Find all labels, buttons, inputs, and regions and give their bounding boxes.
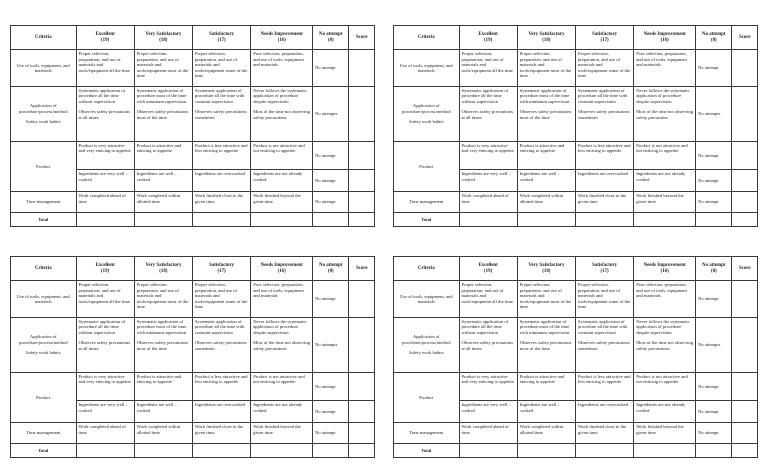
cell-no-attempt: No attempt xyxy=(313,423,349,443)
cell-very-satisfactory: Work completed within allotted time xyxy=(134,192,192,212)
cell-score[interactable] xyxy=(732,141,758,169)
cell-very-satisfactory xyxy=(517,317,575,372)
row-application xyxy=(394,317,758,372)
cell-excellent: Product is very attractive and very enticing to appetite xyxy=(76,372,134,400)
cell-no-attempt: No attempt xyxy=(313,372,349,400)
cell-score[interactable] xyxy=(732,281,758,318)
cell-excellent: Work completed ahead of time xyxy=(76,423,134,443)
row-time xyxy=(394,423,758,443)
cell-needs-improvement: Poor selection, preparation, and use of tools, equipment and materials xyxy=(634,50,696,87)
cell-needs-improvement: Ingredients are not already cooked xyxy=(634,170,696,192)
cell-satisfactory: Ingredients are overcooked xyxy=(192,401,250,423)
cell-very-satisfactory: Proper selection, preparation, and use of materials and tools/equipment most of the time xyxy=(517,281,575,318)
row-application xyxy=(11,317,375,372)
header-very-satisfactory: Very Satisfactory (18) xyxy=(134,257,192,281)
cell-needs-improvement xyxy=(634,317,696,372)
cell-very-satisfactory: Proper selection, preparation, and use of materials and tools/equipment most of the time xyxy=(517,50,575,87)
cell-very-satisfactory: Ingredients are well – cooked xyxy=(134,401,192,423)
header-score: Score xyxy=(349,257,375,281)
total-very-satisfactory xyxy=(134,443,192,457)
row-application xyxy=(394,86,758,141)
header-excellent: Excellent (19) xyxy=(459,26,517,50)
cell-text-safety: Observes safety precautions at all times xyxy=(78,340,131,351)
cell-needs-improvement: Product is not attractive and not enticing to appetite xyxy=(634,372,696,400)
rubric-table-top-left xyxy=(10,25,375,227)
cell-score[interactable] xyxy=(349,423,375,443)
row-product-appeal xyxy=(11,141,375,169)
cell-score[interactable] xyxy=(732,372,758,400)
cell-excellent xyxy=(459,86,517,141)
cell-needs-improvement: Work finished beyond the given time xyxy=(634,192,696,212)
cell-satisfactory xyxy=(575,86,633,141)
row-tools xyxy=(11,50,375,87)
criteria-application xyxy=(11,317,77,372)
header-criteria: Criteria xyxy=(394,257,460,281)
cell-text-safety: Observes safety precautions at all times xyxy=(461,109,514,120)
cell-satisfactory: Work finished close to the given time xyxy=(192,423,250,443)
cell-text: Systematic application of procedure most of the time with minimum supervision xyxy=(136,318,187,335)
cell-satisfactory: Work finished close to the given time xyxy=(575,192,633,212)
cell-satisfactory xyxy=(192,86,250,141)
header-needs-improvement: Needs Improvement (16) xyxy=(251,257,313,281)
cell-excellent: Ingredients are very well – cooked xyxy=(459,170,517,192)
cell-score[interactable] xyxy=(732,317,758,372)
cell-satisfactory xyxy=(575,317,633,372)
cell-satisfactory: Product is less attractive and less enticing to appetite xyxy=(192,141,250,169)
total-very-satisfactory xyxy=(517,212,575,226)
cell-no-attempt: No attempts xyxy=(696,86,732,141)
cell-very-satisfactory: Product is attractive and enticing to appetite xyxy=(134,141,192,169)
cell-needs-improvement: Work finished beyond the given time xyxy=(251,192,313,212)
header-criteria: Criteria xyxy=(394,26,460,50)
cell-needs-improvement: Ingredients are not already cooked xyxy=(251,401,313,423)
cell-text-safety: Observes safety precautions most of the time xyxy=(519,109,572,120)
header-satisfactory: Satisfactory (17) xyxy=(192,257,250,281)
cell-very-satisfactory: Product is attractive and enticing to appetite xyxy=(134,372,192,400)
criteria-application xyxy=(394,317,460,372)
header-very-satisfactory: Very Satisfactory (18) xyxy=(134,26,192,50)
header-criteria: Criteria xyxy=(11,26,77,50)
cell-no-attempt: No attempt xyxy=(696,281,732,318)
cell-text-safety: Observes safety precautions sometimes xyxy=(577,340,630,351)
cell-excellent: Work completed ahead of time xyxy=(459,423,517,443)
cell-score[interactable] xyxy=(732,401,758,423)
cell-text: Systematic application of procedure most of the time with minimum supervision xyxy=(519,318,570,335)
cell-excellent: Proper selection, preparation, and use of materials and tools/equipment all the time xyxy=(76,281,134,318)
row-total xyxy=(11,443,375,457)
cell-text: Systematic application of procedure all the time with constant supervision xyxy=(194,318,245,335)
cell-score[interactable] xyxy=(349,401,375,423)
criteria-product: Product xyxy=(11,372,77,423)
header-score: Score xyxy=(349,26,375,50)
cell-text: Systematic application of procedure all the time without supervision xyxy=(461,87,509,104)
cell-excellent: Ingredients are very well – cooked xyxy=(459,401,517,423)
row-application xyxy=(11,86,375,141)
cell-needs-improvement: Ingredients are not already cooked xyxy=(634,401,696,423)
cell-needs-improvement: Work finished beyond the given time xyxy=(251,423,313,443)
row-time xyxy=(394,192,758,212)
cell-excellent: Work completed ahead of time xyxy=(76,192,134,212)
total-no-attempt xyxy=(696,443,732,457)
cell-excellent: Work completed ahead of time xyxy=(459,192,517,212)
cell-needs-improvement xyxy=(251,317,313,372)
total-no-attempt xyxy=(696,212,732,226)
total-satisfactory xyxy=(575,212,633,226)
cell-excellent: Product is very attractive and very enticing to appetite xyxy=(459,372,517,400)
cell-text: Never follows the systematic application of procedure despite supervision xyxy=(636,87,690,104)
cell-excellent: Ingredients are very well – cooked xyxy=(76,170,134,192)
cell-no-attempt: No attempts xyxy=(696,317,732,372)
cell-needs-improvement: Work finished beyond the given time xyxy=(634,423,696,443)
total-satisfactory xyxy=(192,443,250,457)
cell-score[interactable] xyxy=(732,423,758,443)
cell-text-safety: Observes safety precautions sometimes xyxy=(194,109,247,120)
header-row xyxy=(11,26,375,50)
rubric-table xyxy=(393,25,758,227)
header-score: Score xyxy=(732,257,758,281)
criteria-time: Time management xyxy=(11,423,77,443)
cell-no-attempt: No attempt xyxy=(313,141,349,169)
rubric-table xyxy=(10,25,375,227)
cell-text: Systematic application of procedure all the time with constant supervision xyxy=(194,87,245,104)
total-satisfactory xyxy=(575,443,633,457)
cell-score[interactable] xyxy=(732,192,758,212)
header-excellent: Excellent (19) xyxy=(459,257,517,281)
criteria-safety-label: Safety work habits xyxy=(409,119,444,124)
cell-score[interactable] xyxy=(349,372,375,400)
cell-text: Never follows the systematic application of procedure despite supervision xyxy=(636,318,690,335)
cell-very-satisfactory: Work completed within allotted time xyxy=(517,192,575,212)
criteria-tools: Use of tools, equipment, and materials xyxy=(11,50,77,87)
cell-excellent xyxy=(76,86,134,141)
cell-text: Never follows the systematic application of procedure despite supervision xyxy=(253,318,307,335)
criteria-safety-label: Safety work habits xyxy=(409,350,444,355)
criteria-tools: Use of tools, equipment, and materials xyxy=(394,50,460,87)
header-satisfactory: Satisfactory (17) xyxy=(192,26,250,50)
criteria-product: Product xyxy=(11,141,77,192)
cell-score[interactable] xyxy=(732,50,758,87)
cell-text-safety: Most of the time not observing safety precautions xyxy=(253,109,310,120)
header-satisfactory: Satisfactory (17) xyxy=(575,26,633,50)
header-needs-improvement: Needs Improvement (16) xyxy=(251,26,313,50)
criteria-application xyxy=(11,86,77,141)
total-very-satisfactory xyxy=(134,212,192,226)
cell-text: Systematic application of procedure all the time without supervision xyxy=(78,87,126,104)
row-product-appeal xyxy=(11,372,375,400)
criteria-time: Time management xyxy=(394,423,460,443)
row-total xyxy=(11,212,375,226)
cell-needs-improvement xyxy=(634,86,696,141)
row-total xyxy=(394,212,758,226)
header-excellent: Excellent (19) xyxy=(76,26,134,50)
header-score: Score xyxy=(732,26,758,50)
header-needs-improvement: Needs Improvement (16) xyxy=(634,26,696,50)
cell-excellent: Proper selection, preparation, and use of materials and tools/equipment all the time xyxy=(459,281,517,318)
total-satisfactory xyxy=(192,212,250,226)
total-excellent xyxy=(76,212,134,226)
header-satisfactory: Satisfactory (17) xyxy=(575,257,633,281)
total-excellent xyxy=(459,212,517,226)
cell-very-satisfactory xyxy=(134,86,192,141)
header-needs-improvement: Needs Improvement (16) xyxy=(634,257,696,281)
cell-no-attempt: No attempts xyxy=(313,86,349,141)
rubric-table xyxy=(10,256,375,458)
cell-very-satisfactory xyxy=(134,317,192,372)
criteria-application xyxy=(394,86,460,141)
cell-text-safety: Observes safety precautions at all times xyxy=(461,340,514,351)
total-needs-improvement xyxy=(634,443,696,457)
criteria-safety-label: Safety work habits xyxy=(26,350,61,355)
cell-no-attempt: No attempt xyxy=(696,372,732,400)
cell-text: Never follows the systematic application of procedure despite supervision xyxy=(253,87,307,104)
header-row xyxy=(394,26,758,50)
total-excellent xyxy=(76,443,134,457)
total-label: Total xyxy=(11,443,77,457)
cell-text: Systematic application of procedure all the time with constant supervision xyxy=(577,87,628,104)
cell-needs-improvement: Product is not attractive and not enticing to appetite xyxy=(251,141,313,169)
row-time xyxy=(11,423,375,443)
cell-very-satisfactory: Proper selection, preparation, and use of materials and tools/equipment most of the time xyxy=(134,281,192,318)
cell-no-attempt: No attempt xyxy=(696,401,732,423)
cell-score[interactable] xyxy=(349,170,375,192)
cell-satisfactory: Product is less attractive and less enticing to appetite xyxy=(192,372,250,400)
cell-text-safety: Observes safety precautions sometimes xyxy=(194,340,247,351)
cell-satisfactory: Product is less attractive and less enticing to appetite xyxy=(575,141,633,169)
criteria-application-label: Application of procedure/process/method xyxy=(402,103,451,114)
cell-very-satisfactory: Proper selection, preparation, and use of materials and tools/equipment most of the time xyxy=(134,50,192,87)
cell-text-safety: Observes safety precautions most of the time xyxy=(136,109,189,120)
cell-satisfactory: Proper selection, preparation, and use of materials and tools/equipment some of the time xyxy=(575,281,633,318)
cell-very-satisfactory: Work completed within allotted time xyxy=(134,423,192,443)
cell-excellent: Proper selection, preparation, and use of materials and tools/equipment all the time xyxy=(76,50,134,87)
cell-no-attempt: No attempt xyxy=(313,192,349,212)
cell-text-safety: Observes safety precautions most of the time xyxy=(136,340,189,351)
criteria-tools: Use of tools, equipment, and materials xyxy=(394,281,460,318)
total-score[interactable] xyxy=(732,443,758,457)
cell-needs-improvement: Poor selection, preparation, and use of tools, equipment and materials xyxy=(634,281,696,318)
total-very-satisfactory xyxy=(517,443,575,457)
criteria-application-label: Application of procedure/process/method xyxy=(19,334,68,345)
cell-needs-improvement: Product is not attractive and not enticing to appetite xyxy=(251,372,313,400)
cell-text-safety: Most of the time not observing safety precautions xyxy=(636,340,693,351)
cell-satisfactory xyxy=(192,317,250,372)
cell-no-attempt: No attempt xyxy=(313,401,349,423)
cell-needs-improvement: Poor selection, preparation, and use of tools, equipment and materials xyxy=(251,50,313,87)
header-no-attempt: No attempt (0) xyxy=(313,26,349,50)
total-excellent xyxy=(459,443,517,457)
cell-text-safety: Observes safety precautions at all times xyxy=(78,109,131,120)
cell-very-satisfactory: Ingredients are well – cooked xyxy=(517,401,575,423)
cell-satisfactory: Proper selection, preparation, and use of materials and tools/equipment some of the time xyxy=(192,281,250,318)
cell-text: Systematic application of procedure all the time with constant supervision xyxy=(577,318,628,335)
criteria-product: Product xyxy=(394,141,460,192)
criteria-time: Time management xyxy=(11,192,77,212)
cell-text: Systematic application of procedure all the time without supervision xyxy=(461,318,509,335)
header-no-attempt: No attempt (0) xyxy=(313,257,349,281)
criteria-product: Product xyxy=(394,372,460,423)
cell-text: Systematic application of procedure most of the time with minimum supervision xyxy=(519,87,570,104)
cell-score[interactable] xyxy=(349,141,375,169)
total-no-attempt xyxy=(313,443,349,457)
cell-no-attempt: No attempt xyxy=(313,170,349,192)
cell-excellent: Product is very attractive and very enticing to appetite xyxy=(459,141,517,169)
cell-very-satisfactory: Work completed within allotted time xyxy=(517,423,575,443)
cell-excellent: Product is very attractive and very enticing to appetite xyxy=(76,141,134,169)
cell-needs-improvement: Ingredients are not already cooked xyxy=(251,170,313,192)
cell-text-safety: Observes safety precautions sometimes xyxy=(577,109,630,120)
criteria-application-label: Application of procedure/process/method xyxy=(402,334,451,345)
rubric-table xyxy=(393,256,758,458)
criteria-safety-label: Safety work habits xyxy=(26,119,61,124)
rubric-table-bottom-left xyxy=(10,256,375,458)
total-no-attempt xyxy=(313,212,349,226)
row-time xyxy=(11,192,375,212)
rubric-table-bottom-right xyxy=(393,256,758,458)
cell-very-satisfactory: Product is attractive and enticing to appetite xyxy=(517,141,575,169)
cell-no-attempt: No attempts xyxy=(313,317,349,372)
cell-score[interactable] xyxy=(349,50,375,87)
cell-satisfactory: Ingredients are overcooked xyxy=(575,401,633,423)
cell-score[interactable] xyxy=(349,317,375,372)
header-no-attempt: No attempt (0) xyxy=(696,26,732,50)
total-score[interactable] xyxy=(349,212,375,226)
row-tools xyxy=(394,50,758,87)
cell-satisfactory: Ingredients are overcooked xyxy=(575,170,633,192)
cell-no-attempt: No attempt xyxy=(313,50,349,87)
header-row xyxy=(394,257,758,281)
cell-text-safety: Observes safety precautions most of the time xyxy=(519,340,572,351)
cell-score[interactable] xyxy=(349,281,375,318)
header-criteria: Criteria xyxy=(11,257,77,281)
cell-very-satisfactory: Ingredients are well – cooked xyxy=(134,170,192,192)
cell-score[interactable] xyxy=(732,170,758,192)
total-score[interactable] xyxy=(732,212,758,226)
cell-score[interactable] xyxy=(349,192,375,212)
total-label: Total xyxy=(11,212,77,226)
cell-satisfactory: Ingredients are overcooked xyxy=(192,170,250,192)
header-excellent: Excellent (19) xyxy=(76,257,134,281)
row-product-appeal xyxy=(394,372,758,400)
criteria-time: Time management xyxy=(394,192,460,212)
cell-satisfactory: Proper selection, preparation, and use of materials and tools/equipment some of the time xyxy=(192,50,250,87)
cell-no-attempt: No attempt xyxy=(313,281,349,318)
cell-satisfactory: Product is less attractive and less enticing to appetite xyxy=(575,372,633,400)
cell-no-attempt: No attempt xyxy=(696,141,732,169)
cell-very-satisfactory: Product is attractive and enticing to appetite xyxy=(517,372,575,400)
cell-no-attempt: No attempt xyxy=(696,423,732,443)
cell-no-attempt: No attempt xyxy=(696,192,732,212)
cell-satisfactory: Proper selection, preparation, and use of materials and tools/equipment some of the time xyxy=(575,50,633,87)
cell-excellent xyxy=(459,317,517,372)
cell-excellent: Ingredients are very well – cooked xyxy=(76,401,134,423)
total-needs-improvement xyxy=(634,212,696,226)
cell-text: Systematic application of procedure most of the time with minimum supervision xyxy=(136,87,187,104)
row-tools xyxy=(394,281,758,318)
cell-needs-improvement xyxy=(251,86,313,141)
total-label: Total xyxy=(394,443,460,457)
row-total xyxy=(394,443,758,457)
total-needs-improvement xyxy=(251,443,313,457)
cell-text-safety: Most of the time not observing safety precaution xyxy=(636,109,693,120)
cell-text-safety: Most of the time not observing safety precautions xyxy=(253,340,310,351)
criteria-tools: Use of tools, equipment, and materials xyxy=(11,281,77,318)
total-label: Total xyxy=(394,212,460,226)
cell-very-satisfactory xyxy=(517,86,575,141)
cell-score[interactable] xyxy=(349,86,375,141)
cell-no-attempt: No attempt xyxy=(696,50,732,87)
cell-no-attempt: No attempt xyxy=(696,170,732,192)
row-product-appeal xyxy=(394,141,758,169)
cell-satisfactory: Work finished close to the given time xyxy=(192,192,250,212)
cell-needs-improvement: Poor selection, preparation, and use of tools, equipment and materials xyxy=(251,281,313,318)
cell-text: Systematic application of procedure all the time without supervision xyxy=(78,318,126,335)
cell-excellent: Proper selection, preparation, and use of materials and tools/equipment all the time xyxy=(459,50,517,87)
total-needs-improvement xyxy=(251,212,313,226)
cell-excellent xyxy=(76,317,134,372)
row-tools xyxy=(11,281,375,318)
cell-satisfactory: Work finished close to the given time xyxy=(575,423,633,443)
criteria-application-label: Application of procedure/process/method xyxy=(19,103,68,114)
header-row xyxy=(11,257,375,281)
header-very-satisfactory: Very Satisfactory (18) xyxy=(517,257,575,281)
cell-score[interactable] xyxy=(732,86,758,141)
total-score[interactable] xyxy=(349,443,375,457)
header-very-satisfactory: Very Satisfactory (18) xyxy=(517,26,575,50)
cell-very-satisfactory: Ingredients are well – cooked xyxy=(517,170,575,192)
header-no-attempt: No attempt (0) xyxy=(696,257,732,281)
rubric-table-top-right xyxy=(393,25,758,227)
cell-needs-improvement: Product is not attractive and not enticing to appetite xyxy=(634,141,696,169)
